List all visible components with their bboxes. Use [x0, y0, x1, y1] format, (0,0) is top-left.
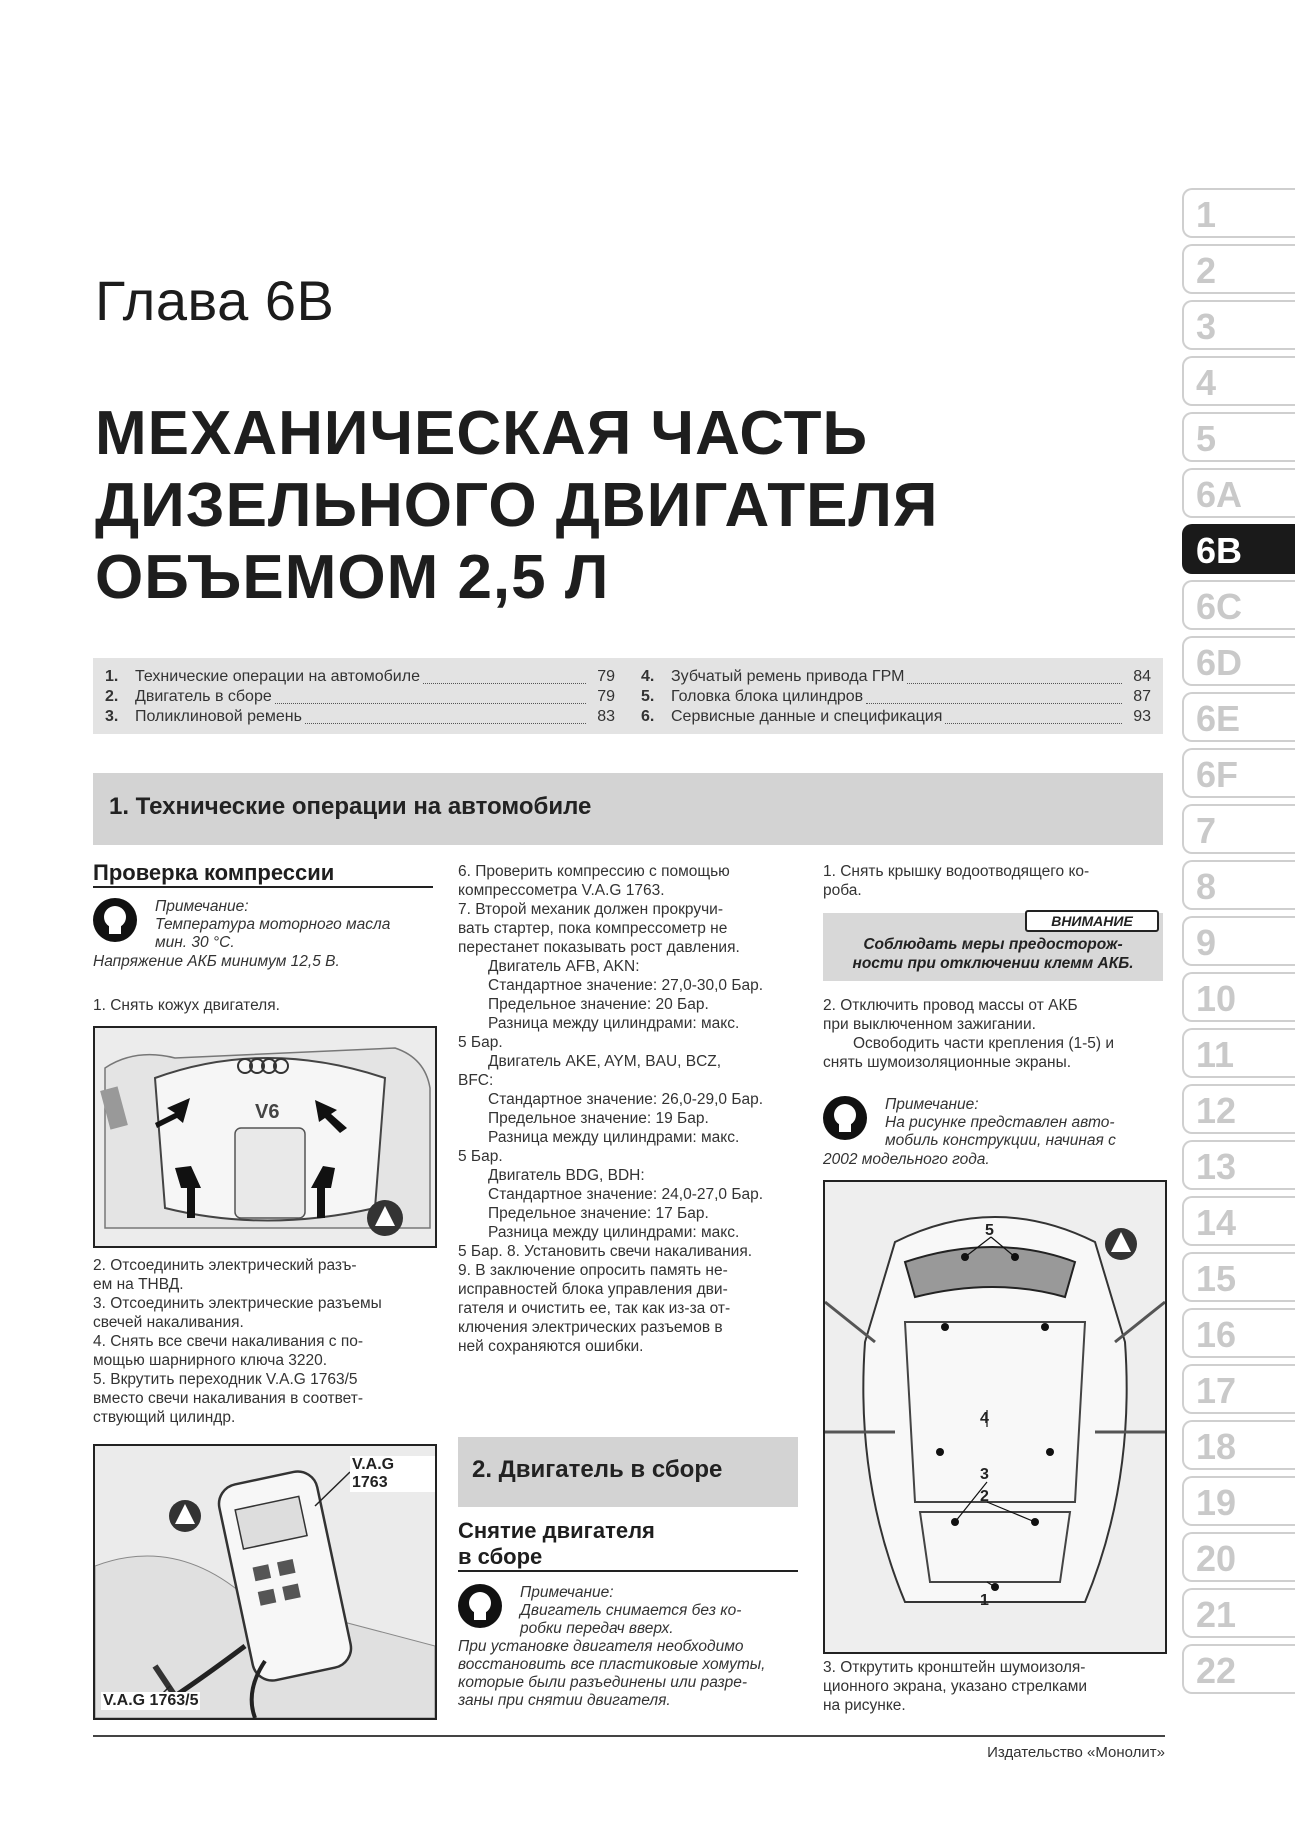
table-of-contents	[93, 658, 1163, 734]
toc-item[interactable]: 5. Головка блока цилиндров 87	[641, 688, 1151, 705]
toc-right-column	[641, 667, 1151, 727]
tab-chapter-15[interactable]: 15	[1182, 1252, 1295, 1302]
note-bulb-icon	[93, 898, 137, 942]
title-line-1: МЕХАНИЧЕСКАЯ ЧАСТЬ	[95, 399, 869, 468]
tab-chapter-14[interactable]: 14	[1182, 1196, 1295, 1246]
tab-chapter-18[interactable]: 18	[1182, 1420, 1295, 1470]
figure-callout-4: 4	[980, 1410, 989, 1427]
page-title	[95, 398, 939, 614]
note-battery: Напряжение АКБ минимум 12,5 В.	[93, 953, 340, 970]
tab-chapter-11[interactable]: 11	[1182, 1028, 1295, 1078]
col3-step-3: 3. Открутить кронштейн шумоизоля- ционного экрана, указано стрелками на рисунке.	[823, 1659, 1088, 1714]
note-compression: Примечание: Температура моторного масла мин. 30 °С.	[155, 898, 391, 951]
tab-chapter-12[interactable]: 12	[1182, 1084, 1295, 1134]
tab-chapter-2[interactable]: 2	[1182, 244, 1295, 294]
note-model-year: Примечание: На рисунке представлен авто- мобиль конструкции, начиная с	[885, 1096, 1116, 1149]
section-2-header	[458, 1437, 798, 1507]
col3-step-1: 1. Снять крышку водоотводящего ко- роба.	[823, 863, 1090, 899]
tab-chapter-8[interactable]: 8	[1182, 860, 1295, 910]
tab-chapter-20[interactable]: 20	[1182, 1532, 1295, 1582]
toc-item[interactable]: 1. Технические операции на автомобиле 79	[105, 668, 615, 685]
chapter-label: Глава 6В	[95, 269, 335, 332]
note-engine-removal: Примечание: Двигатель снимается без ко- робки передач вверх.	[520, 1584, 742, 1637]
tab-chapter-6e[interactable]: 6E	[1182, 692, 1295, 742]
tab-chapter-17[interactable]: 17	[1182, 1364, 1295, 1414]
note-bulb-icon	[458, 1584, 502, 1628]
subhead-engine-removal: Снятие двигателя в сборе	[458, 1518, 655, 1569]
note-engine-clamps: При установке двигателя необходимо восстановить все пластиковые хомуты, которые были разъединены или разре- заны при снятии двигателя.	[458, 1638, 766, 1709]
tab-chapter-10[interactable]: 10	[1182, 972, 1295, 1022]
note-model-year-end: 2002 модельного года.	[823, 1151, 990, 1168]
title-line-2: ДИЗЕЛЬНОГО ДВИГАТЕЛЯ	[95, 471, 939, 540]
tab-chapter-6d[interactable]: 6D	[1182, 636, 1295, 686]
publisher-footer: Издательство «Монолит»	[987, 1744, 1165, 1761]
figure-engine-cover	[93, 1026, 437, 1248]
tab-chapter-9[interactable]: 9	[1182, 916, 1295, 966]
figure-underbody-shields	[823, 1180, 1167, 1654]
toc-item[interactable]: 6. Сервисные данные и спецификация 93	[641, 708, 1151, 725]
svg-text:V6: V6	[255, 1101, 280, 1123]
section-2-title: 2. Двигатель в сборе	[472, 1456, 723, 1483]
subhead-underline	[93, 886, 433, 888]
tab-chapter-6f[interactable]: 6F	[1182, 748, 1295, 798]
tab-chapter-1[interactable]: 1	[1182, 188, 1295, 238]
toc-item[interactable]: 3. Поликлиновой ремень 83	[105, 708, 615, 725]
tab-chapter-13[interactable]: 13	[1182, 1140, 1295, 1190]
warning-tag: ВНИМАНИЕ	[1025, 910, 1159, 932]
section-1-header	[93, 773, 1163, 845]
tab-chapter-22[interactable]: 22	[1182, 1644, 1295, 1694]
tab-chapter-16[interactable]: 16	[1182, 1308, 1295, 1358]
figure-label-vag1763: V.A.G 1763	[350, 1456, 435, 1492]
figure-label-vag1763-5: V.A.G 1763/5	[103, 1692, 199, 1709]
section-1-title: 1. Технические операции на автомобиле	[109, 793, 592, 820]
title-line-3: ОБЪЕМОМ 2,5 Л	[95, 543, 610, 612]
subhead-underline	[458, 1570, 798, 1572]
tab-chapter-6b[interactable]: 6B	[1182, 524, 1295, 574]
toc-item[interactable]: 4. Зубчатый ремень привода ГРМ 84	[641, 668, 1151, 685]
warning-text: Соблюдать меры предосторож- ности при отключении клемм АКБ.	[852, 936, 1134, 972]
figure-callout-2: 2	[980, 1488, 989, 1505]
figure-compression-tester	[93, 1444, 437, 1720]
col3-step-2: 2. Отключить провод массы от АКБ при выключенном зажигании. Освободить части крепления (1-5) и снять шумоизоляционные экраны.	[823, 997, 1115, 1071]
tab-chapter-21[interactable]: 21	[1182, 1588, 1295, 1638]
step-1-remove-cover: 1. Снять кожух двигателя.	[93, 997, 280, 1014]
warning-box	[823, 913, 1163, 981]
footer-divider	[93, 1735, 1165, 1737]
figure-callout-3: 3	[980, 1466, 989, 1483]
tab-chapter-6c[interactable]: 6C	[1182, 580, 1295, 630]
tab-chapter-5[interactable]: 5	[1182, 412, 1295, 462]
toc-left-column	[105, 667, 615, 727]
figure-callout-1: 1	[980, 1592, 989, 1609]
tab-chapter-3[interactable]: 3	[1182, 300, 1295, 350]
tab-chapter-19[interactable]: 19	[1182, 1476, 1295, 1526]
figure-callout-5: 5	[985, 1222, 994, 1239]
tab-chapter-6a[interactable]: 6A	[1182, 468, 1295, 518]
col2-compression-steps: 6. Проверить компрессию с помощью компрессометра V.A.G 1763. 7. Второй механик должен прокручи- вать стартер, пока компрессометр не перестанет показывать рост давления. Двигатель AFB, AKN: Стандартное значение: 27,0-30,0 Бар. Предельное значение: 20 Бар. Разница между цилиндрами: макс. 5 Бар. Двигатель AKE, AYM, BAU, BCZ, BFC: Стандартное значение: 26,0-29,0 Бар. Предельное значение: 19 Бар. Разница между цилиндрами: макс. 5 Бар. Двигатель BDG, BDH: Стандартное значение: 24,0-27,0 Бар. Предельное значение: 17 Бар. Разница между цилиндрами: макс. 5 Бар. 8. Установить свечи накаливания. 9. В заключение опросить память не- исправностей блока управления дви- гателя и очистить ее, так как из-за от- ключения электрических разъемов в ней сохраняются ошибки.	[458, 863, 764, 1355]
steps-2-5: 2. Отсоединить электрический разъ- ем на ТНВД. 3. Отсоединить электрические разъемы свечей накаливания. 4. Снять все свечи накаливания с по- мощью шарнирного ключа 3220. 5. Вкрутить переходник V.A.G 1763/5 вместо свечи накаливания в соответ- ствующий цилиндр.	[93, 1257, 382, 1426]
toc-item[interactable]: 2. Двигатель в сборе 79	[105, 688, 615, 705]
tab-chapter-7[interactable]: 7	[1182, 804, 1295, 854]
subhead-compression-check: Проверка компрессии	[93, 860, 335, 885]
tab-chapter-4[interactable]: 4	[1182, 356, 1295, 406]
note-bulb-icon	[823, 1096, 867, 1140]
